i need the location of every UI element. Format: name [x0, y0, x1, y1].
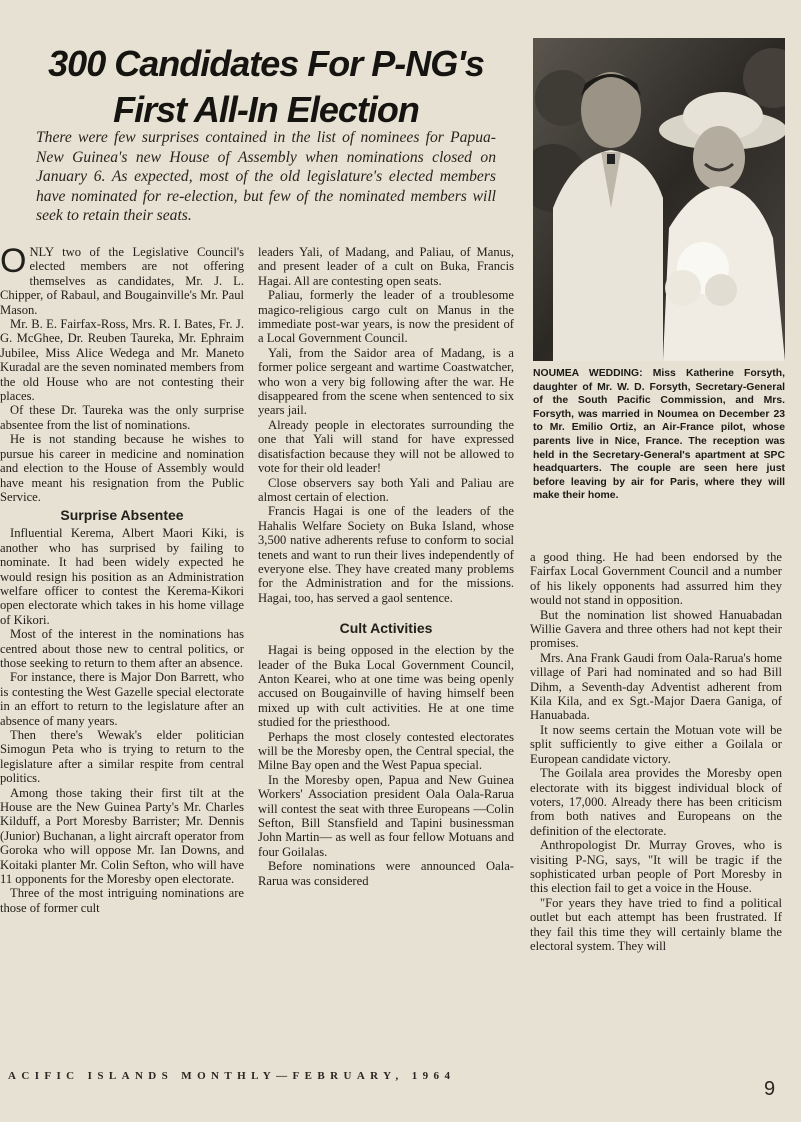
paragraph: leaders Yali, of Madang, and Paliau, of Manus, and present leader of a cult on Buka, Francis Hagai. All are contesting open seats.	[258, 245, 514, 288]
article-column-1	[0, 242, 244, 915]
wedding-photo-illustration	[533, 38, 785, 361]
article-column-2	[258, 245, 514, 888]
page-number: 9	[764, 1078, 776, 1100]
paragraph: Mr. B. E. Fairfax-Ross, Mrs. R. I. Bates, Fr. J. G. McGhee, Dr. Reuben Taureka, Mr. Ephraim Jubilee, Miss Alice Wedega and Mr. Maneto Kuradal are the seven nominated members from the old House who are not contesting their places.	[0, 317, 244, 404]
paragraph: Influential Kerema, Albert Maori Kiki, is another who has surprised by failing to nominate. It had been widely expected he would resign his position as an Administration welfare officer to contest the Kerema-Kikori open electorate which takes in his home village of Kikori.	[0, 526, 244, 627]
opening-paragraph	[0, 242, 244, 317]
paragraph: Most of the interest in the nominations has centred about those new to central politics, or those seeking to return to them after an absence.	[0, 627, 244, 670]
paragraph: The Goilala area provides the Moresby open electorate with its biggest individual block of voters, 17,000. Already there has been criticism from both natives and Europeans on the definition of the electorate.	[530, 766, 782, 838]
paragraph: He is not standing because he wishes to pursue his career in medicine and nomination and election to the House of Assembly would have meant his resignation from the Public Service.	[0, 432, 244, 504]
paragraph: Mrs. Ana Frank Gaudi from Oala-Rarua's home village of Pari had nominated and so had Bill Dihm, a Seventh-day Adventist adherent from Kila Kila, and ex Sgt.-Major Daera Ganiga, of Hanuabada.	[530, 650, 782, 723]
paragraph: Then there's Wewak's elder politician Simogun Peta who is trying to return to the legislature after a similar respite from central politics.	[0, 728, 244, 786]
paragraph: a good thing. He had been endorsed by the Fairfax Local Government Council and a number of his likely opponents had assurred him they would not stand in opposition.	[530, 550, 782, 608]
paragraph: It now seems certain the Motuan vote will be split sufficiently to give either a Goilala or European candidate victory.	[530, 722, 782, 766]
subheading-cult-activities: Cult Activities	[339, 620, 433, 637]
paragraph: But the nomination list showed Hanuabadan Willie Gavera and three others had not kept their promises.	[530, 607, 782, 651]
paragraph: Yali, from the Saidor area of Madang, is a former police sergeant and wartime Coastwatcher, who won a very big following after the war. He disappeared from the scene when sentenced to six years jail.	[258, 345, 514, 418]
headline-line-1: 300 Candidates For P-NG's	[48, 43, 484, 84]
paragraph: Paliau, formerly the leader of a troublesome magico-religious cargo cult on Manus in the immediate post-war years, is now the president of a Local Government Council.	[258, 288, 514, 346]
drop-cap: O	[0, 242, 27, 280]
paragraph: "For years they have tried to find a political outlet but each attempt has been frustrated. If they fail this time they will certainly blame the electoral system. They will	[530, 895, 782, 953]
running-footer: ACIFIC ISLANDS MONTHLY—FEBRUARY, 1964	[8, 1070, 456, 1082]
paragraph: Francis Hagai is one of the leaders of the Hahalis Welfare Society on Buka Island, whose 3,500 native adherents refuse to conform to social tenets and want to run their lives independently of everyone else. They have created many problems for the Administration and for the missions. Hagai, too, has served a gaol sentence.	[258, 504, 514, 605]
paragraph: Close observers say both Yali and Paliau are almost certain of election.	[258, 475, 514, 504]
wedding-photo	[533, 38, 785, 361]
article-column-3	[530, 550, 782, 953]
paragraph: For instance, there is Major Don Barrett, who is contesting the West Gazelle special electorate in an effort to return to the legislature after an absence of many years.	[0, 670, 244, 728]
photo-caption: NOUMEA WEDDING: Miss Katherine Forsyth, daughter of Mr. W. D. Forsyth, Secretary-General of the South Pacific Commission, and Mrs. Forsyth, was married in Noumea on December 23 to Mr. Emilio Ortiz, an Air-France pilot, whose parents live in Nice, France. The reception was held in the Secretary-General's apartment at SPC headquarters. The couple are seen here just before leaving by air for Paris, where they will make their home.	[533, 368, 785, 502]
paragraph-text: NLY two of the Legislative Council's elected members are not offering themselves as candidates, Mr. J. L. Chipper, of Rabaul, and Bougainville's Mr. Paul Mason.	[0, 245, 244, 317]
subheading-surprise-absentee: Surprise Absentee	[60, 507, 184, 524]
headline-line-2: First All-In Election	[113, 89, 419, 130]
paragraph: In the Moresby open, Papua and New Guinea Workers' Association president Oala Oala-Rarua will contest the seat with three Europeans —Colin Sefton, Bill Stansfield and Tapini businessman John Martin— as well as four fellow Motuans and four Goilalas.	[258, 772, 514, 859]
paragraph: Perhaps the most closely contested electorates will be the Moresby open, the Central special, the Milne Bay open and the West Papua special.	[258, 729, 514, 773]
paragraph: Anthropologist Dr. Murray Groves, who is visiting P-NG, says, "It will be tragic if the sophisticated urban people of Port Moresby in this election fail to get a voice in the House.	[530, 838, 782, 896]
intro-deck: There were few surprises contained in the list of nominees for Papua-New Guinea's new House of Assembly when nominations closed on January 6. As expected, most of the old legislature's elected members have nominated for re-election, but few of the nominated members will seek to retain their seats.	[36, 129, 496, 224]
paragraph: Of these Dr. Taureka was the only surprise absentee from the list of nominations.	[0, 403, 244, 432]
paragraph: Three of the most intriguing nominations are those of former cult	[0, 886, 244, 915]
paragraph: Already people in electorates surrounding the one that Yali will stand for have expressed disatisfaction because they will not be allowed to vote for their old leader!	[258, 417, 514, 476]
paragraph: Hagai is being opposed in the election by the leader of the Buka Local Government Council, Anton Kearei, who at one time was being openly accused on Bougainville of having himself been mixed up with cult activities. He at one time studied for the priesthood.	[258, 643, 514, 730]
paragraph: Before nominations were announced Oala-Rarua was considered	[258, 859, 514, 888]
paragraph: Among those taking their first tilt at the House are the New Guinea Party's Mr. Charles Kilduff, a Port Moresby Barrister; Mr. Dennis (Junior) Buchanan, a light aircraft operator from Goroka who will oppose Mr. Ian Downs, and Koitaki planter Mr. Colin Sefton, who will have 11 opponents for the Moresby open electorate.	[0, 785, 244, 887]
